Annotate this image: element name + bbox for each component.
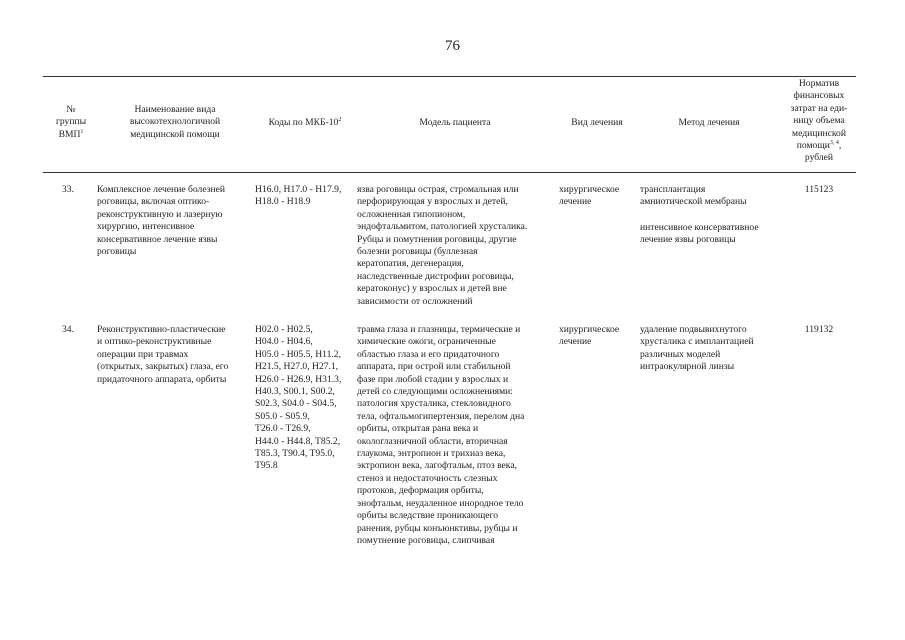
row-33-treatment-type: хирургическое лечение [559,184,620,208]
row-33-patient-model: язва роговицы острая, стромальная или перфорирующая у взрослых и детей, осложненная гипопионом, эндофтальмитом, патологией хрусталика. Рубцы и помутнения роговицы, другие болезни роговицы (буллезная кератопатия, дегенерация, наследственные дистрофии роговицы, кератоконус) у взрослых и детей вне зависимости от осложнений [357,184,528,307]
header-financial-norm [782,78,856,165]
header-icd-label: Коды по МКБ-10 [268,117,339,128]
header-patient-model: Модель пациента [419,117,491,128]
row-34-care-type-name: Реконструктивно-пластические и оптико-реконструктивные операции при травмах (открытых, закрытых) глаза, его придаточного аппарата, орбиты [97,324,229,385]
row-34-patient-model: травма глаза и глазницы, термические и химические ожоги, ограниченные областью глаза и его придаточного аппарата, при острой или стабильной фазе при любой стадии у взрослых и детей со следующими осложнениями: патология хрусталика, стекловидного тела, офтальмогипертензия, перелом дна орбиты, открытая рана века и окологлазничной области, вторичная глаукома, энтропион и трихиаз века, эктропион века, лагофтальм, птоз века, стеноз и недостаточность слезных протоков, деформация орбиты, энофтальм, неудаленное инородное тело орбиты вследствие проникающего ранения, рубцы конъюнктивы, рубцы и помутнение роговицы, слипчивая [357,324,525,546]
page-number: 76 [445,38,460,54]
row-34-method-1: удаление подвывихнутого хрусталика с имплантацией различных моделей интраокулярной линзы [640,324,754,373]
header-norm-label: Норматив финансовых затрат на еди- ницу объема медицинской помощи [790,78,848,152]
header-care-type-name: Наименование вида высокотехнологичной медицинской помощи [129,104,221,140]
header-group-label: ВМП [58,128,81,140]
row-33-financial-norm: 115123 [804,184,834,195]
row-33-icd-codes: H16.0, H17.0 - H17.9, H18.0 - H18.9 [255,184,342,208]
header-icd-footnote: 2 [338,116,342,123]
header-group-number [43,104,99,141]
table-top-border [43,76,856,77]
row-33-method-2: интенсивное консервативное лечение язвы роговицы [640,222,759,246]
header-group-line-3 [43,129,99,141]
row-33-care-type-name: Комплексное лечение болезней роговицы, включая оптико- реконструктивную и лазерную хирургию, интенсивное консервативное лечение язвы роговицы [97,184,226,258]
row-34-treatment-type: хирургическое лечение [559,324,620,348]
header-group-line-1: № [66,104,76,115]
header-treatment-method: Метод лечения [678,117,740,128]
row-34-icd-codes: H02.0 - H02.5, H04.0 - H04.6, H05.0 - H05.5, H11.2, H21.5, H27.0, H27.1, H26.0 - H26.9, H31.3, H40.3, S00.1, S00.2, S02.3, S04.0 - S04.5, S05.0 - S05.9, T26.0 - T26.9, H44.0 - H44.8, T85.2, T85.3, T90.4, T95.0, T95.8 [255,324,342,472]
row-33-method-1: трансплантация амниотической мембраны [640,184,747,208]
table-header-border [43,172,856,173]
header-group-line-2: группы [55,116,87,128]
header-norm-footnote: 3, 4 [829,139,839,146]
header-icd-codes [253,117,357,129]
header-group-footnote: 1 [80,128,84,135]
row-34-financial-norm: 119132 [804,324,834,335]
header-norm-unit: , рублей [804,140,842,164]
row-33-group-number: 33. [62,184,74,195]
header-treatment-type: Вид лечения [571,117,623,128]
row-34-group-number: 34. [62,324,74,335]
